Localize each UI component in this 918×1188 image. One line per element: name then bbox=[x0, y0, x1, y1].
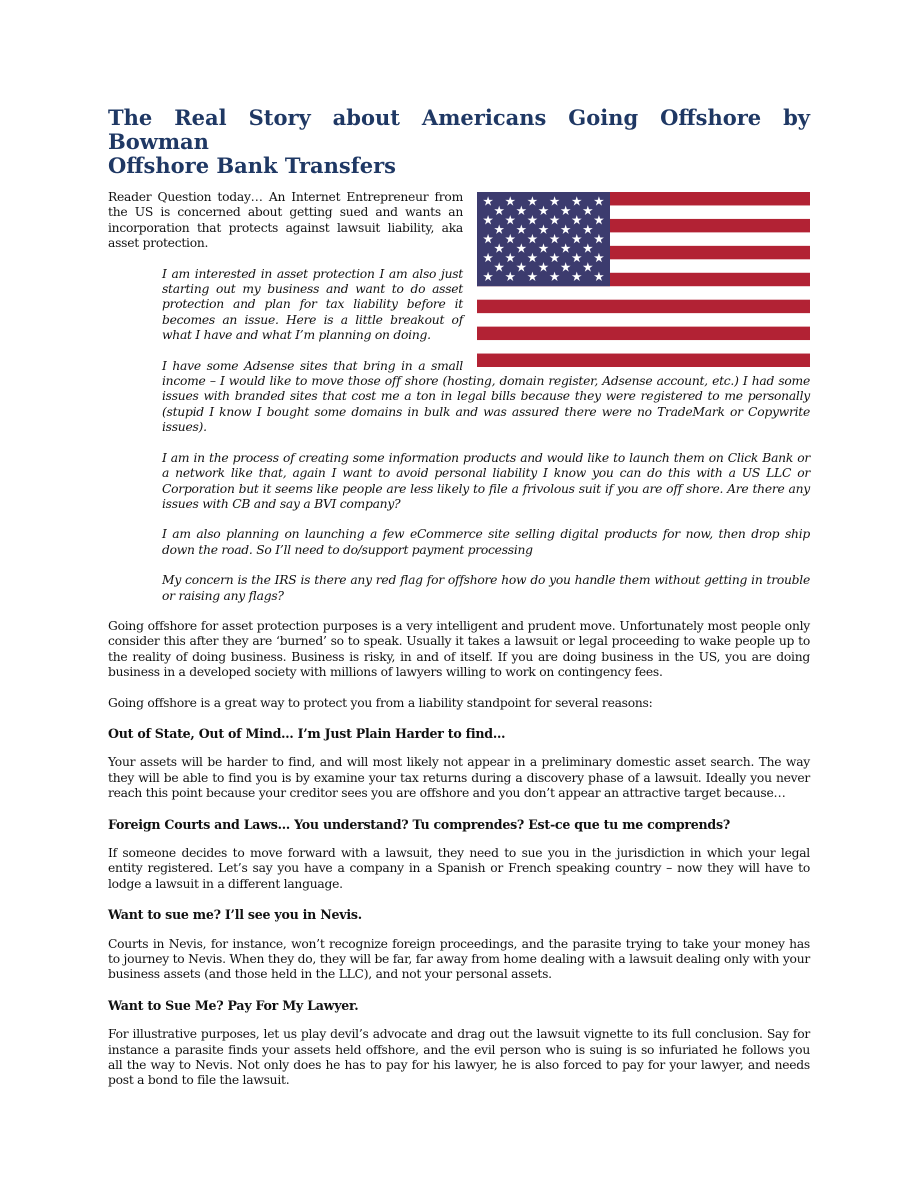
section-heading-3: Want to sue me? I’ll see you in Nevis. bbox=[108, 907, 362, 923]
american-flag-icon bbox=[477, 192, 810, 367]
question-paragraph-2: I have some Adsense sites that bring in a small income – I would like to move those off shore (hosting, domain register, Adsense account, etc.) I had some issues with branded sites that cost me a ton in legal bills because they were registered to me personally (stupid I know I bought some domains in bulk and was assured there were no TradeMark or Copywrite issues). bbox=[162, 358, 810, 435]
section-heading-2: Foreign Courts and Laws… You understand? Tu comprendes? Est-ce que tu me comprends? bbox=[108, 816, 730, 832]
document-page bbox=[108, 106, 810, 1104]
question-paragraph-3: I am in the process of creating some information products and would like to launch them on Click Bank or a network like that, again I want to avoid personal liability I know you can do this with a US LLC or Corporation but it seems like people are less likely to file a frivolous suit if you are off shore. Are there any issues with CB and say a BVI company? bbox=[162, 450, 810, 511]
question-paragraph-5: My concern is the IRS is there any red flag for offshore how do you handle them without getting in trouble or raising any flags? bbox=[162, 573, 810, 603]
section-body-2: If someone decides to move forward with a lawsuit, they need to sue you in the jurisdiction in which your legal entity registered. Let’s say you have a company in a Spanish or French speaking country – now they will have to lodge a lawsuit in a different language. bbox=[108, 846, 810, 891]
section-heading-1: Out of State, Out of Mind… I’m Just Plain Harder to find… bbox=[108, 725, 506, 741]
section-body-4: For illustrative purposes, let us play devil’s advocate and drag out the lawsuit vignette to its full conclusion. Say for instance a parasite finds your assets held offshore, and the evil person who is suing is so infuriated he follows you all the way to Nevis. Not only does he has to pay for his lawyer, he is also forced to pay for your lawyer, and needs post a bond to file the lawsuit. bbox=[108, 1027, 810, 1088]
intro-paragraph: Reader Question today… An Internet Entrepreneur from the US is concerned about getting sued and wants an incorporation that protects against lawsuit liability, aka asset protection. bbox=[108, 190, 463, 251]
question-paragraph-4: I am also planning on launching a few eCommerce site selling digital products for now, then drop ship down the road. So I’ll need to do/support payment processing bbox=[162, 527, 810, 557]
section-body-3: Courts in Nevis, for instance, won’t recognize foreign proceedings, and the parasite trying to take your money has to journey to Nevis. When they do, they will be far, far away from home dealing with a lawsuit dealing only with your business assets (and those held in the LLC), and not your personal assets. bbox=[108, 936, 810, 982]
page-title-line-1: The Real Story about Americans Going Offshore by Bowman bbox=[108, 105, 810, 154]
page-title bbox=[108, 106, 810, 178]
section-heading-4: Want to Sue Me? Pay For My Lawyer. bbox=[108, 997, 359, 1013]
answer-paragraph-1: Going offshore for asset protection purposes is a very intelligent and prudent move. Unfortunately most people only consider this after they are ‘burned’ so to speak. Usually it takes a lawsuit or legal proceeding to wake people up to the reality of doing business. Business is risky, in and of itself. If you are doing business in the US, you are doing business in a developed society with millions of lawyers willing to work on contingency fees. bbox=[108, 618, 810, 680]
question-paragraph-1: I am interested in asset protection I am also just starting out my business and want to do asset protection and plan for tax liability before it becomes an issue. Here is a little breakout of what I have and what I’m planning on doing. bbox=[162, 266, 463, 343]
section-body-1: Your assets will be harder to find, and will most likely not appear in a preliminary domestic asset search. The way they will be able to find you is by examine your tax returns during a discovery phase of a lawsuit. Ideally you never reach this point because your creditor sees you are offshore and you don’t appear an attractive target because… bbox=[108, 755, 810, 801]
answer-paragraph-2: Going offshore is a great way to protect you from a liability standpoint for several reasons: bbox=[108, 695, 653, 710]
page-title-line-2: Offshore Bank Transfers bbox=[108, 153, 396, 178]
